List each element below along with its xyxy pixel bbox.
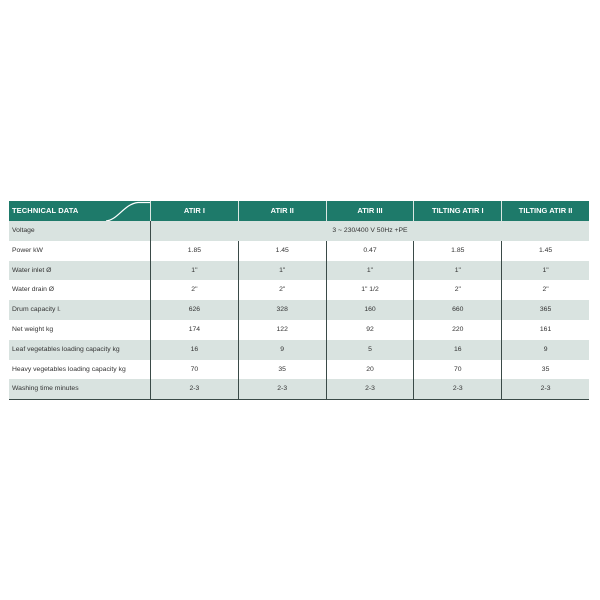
header-title-cell <box>9 201 150 221</box>
table-cell: 16 <box>150 340 238 360</box>
table-cell: 16 <box>413 340 501 360</box>
table-cell: 2-3 <box>501 379 589 399</box>
table-cell: 2" <box>238 280 326 300</box>
column-header: TILTING ATIR II <box>501 201 589 221</box>
table-cell: 2" <box>501 280 589 300</box>
row-label: Water inlet Ø <box>12 266 52 274</box>
column-header: TILTING ATIR I <box>413 201 501 221</box>
table-cell: 92 <box>326 320 414 340</box>
table-cell: 1.45 <box>501 241 589 261</box>
column-header: ATIR III <box>326 201 414 221</box>
table-cell: 365 <box>501 300 589 320</box>
table-cell: 20 <box>326 360 414 380</box>
table-row-voltage <box>9 221 589 241</box>
table-cell: 2" <box>150 280 238 300</box>
row-label: Voltage <box>12 227 35 234</box>
table-cell: 660 <box>413 300 501 320</box>
column-header: ATIR I <box>150 201 238 221</box>
table-row <box>9 379 589 399</box>
table-row <box>9 340 589 360</box>
table-cell: 35 <box>501 360 589 380</box>
table-cell: 2-3 <box>413 379 501 399</box>
table-cell: 1" <box>326 261 414 281</box>
table-cell: 2-3 <box>150 379 238 399</box>
header-swoosh <box>104 201 150 221</box>
table-cell: 161 <box>501 320 589 340</box>
table-cell: 0.47 <box>326 241 414 261</box>
table-cell: 160 <box>326 300 414 320</box>
table-cell: 35 <box>238 360 326 380</box>
table-cell: 2-3 <box>326 379 414 399</box>
table-row <box>9 280 589 300</box>
row-label: Power kW <box>12 246 43 254</box>
table-header <box>9 201 589 221</box>
table-cell: 70 <box>150 360 238 380</box>
table-row <box>9 241 589 261</box>
table-cell: 9 <box>238 340 326 360</box>
row-label: Leaf vegetables loading capacity kg <box>12 345 120 353</box>
table-cell: 1" <box>150 261 238 281</box>
row-label: Water drain Ø <box>12 286 55 294</box>
table-cell: 1" <box>238 261 326 281</box>
table-cell: 2" <box>413 280 501 300</box>
row-label: Washing time minutes <box>12 385 79 393</box>
table-cell: 70 <box>413 360 501 380</box>
table-cell: 328 <box>238 300 326 320</box>
table-title: TECHNICAL DATA <box>12 206 79 215</box>
table-cell: 1.85 <box>150 241 238 261</box>
row-label: Net weight kg <box>12 325 54 333</box>
table-cell: 1" 1/2 <box>326 280 414 300</box>
table-row <box>9 261 589 281</box>
table-cell: 174 <box>150 320 238 340</box>
table-cell: 1" <box>413 261 501 281</box>
row-label: Heavy vegetables loading capacity kg <box>12 365 126 373</box>
table-cell: 5 <box>326 340 414 360</box>
table-row <box>9 300 589 320</box>
column-header: ATIR II <box>238 201 326 221</box>
table-cell: 2-3 <box>238 379 326 399</box>
table-row <box>9 320 589 340</box>
table-cell: 626 <box>150 300 238 320</box>
table-cell: 220 <box>413 320 501 340</box>
table-cell: 1" <box>501 261 589 281</box>
voltage-value: 3 ~ 230/400 V 50Hz +PE <box>150 221 589 241</box>
table-cell: 1.85 <box>413 241 501 261</box>
table-cell: 9 <box>501 340 589 360</box>
table-cell: 122 <box>238 320 326 340</box>
table-bottom-border <box>9 399 589 400</box>
table-cell: 1.45 <box>238 241 326 261</box>
row-label: Drum capacity l. <box>12 306 61 314</box>
technical-data-table <box>9 201 589 400</box>
table-row <box>9 360 589 380</box>
